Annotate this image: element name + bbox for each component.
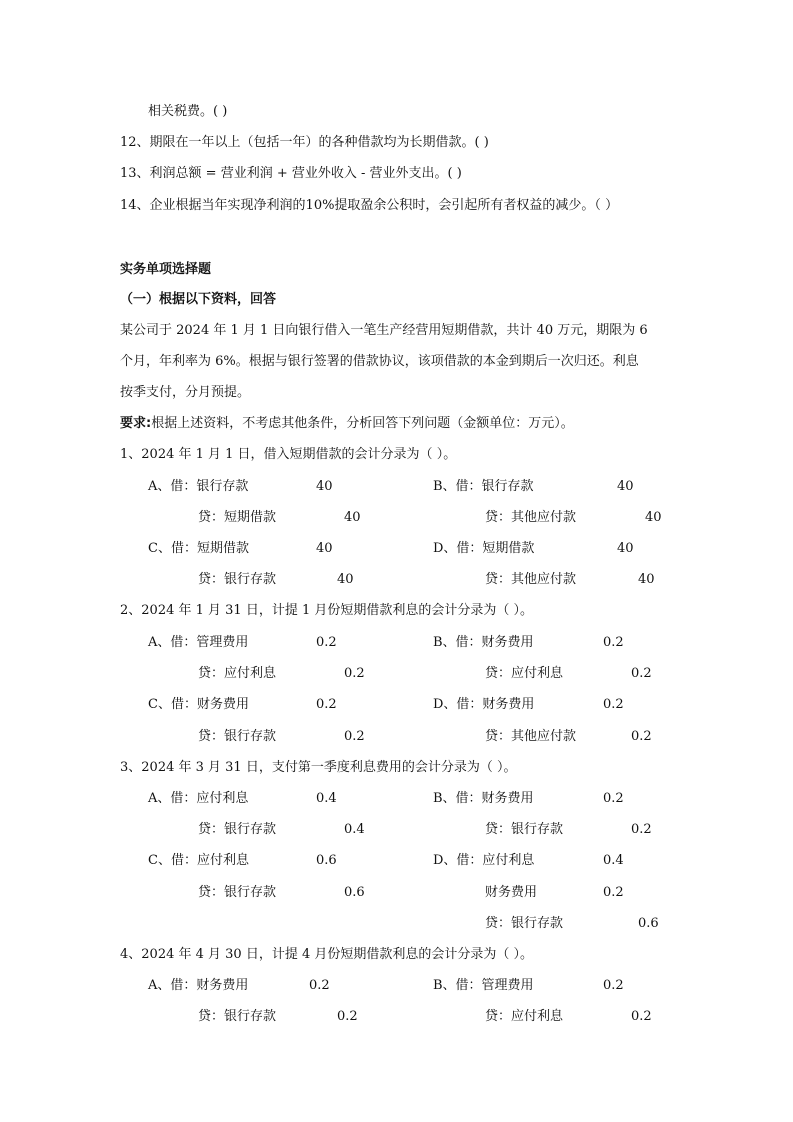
q1-option-d-debit-amount: 40: [617, 541, 634, 556]
q1-option-a-credit-amount: 40: [344, 510, 361, 525]
q2-option-c-debit-amount: 0.2: [316, 697, 337, 712]
q4-option-a-debit-amount: 0.2: [309, 978, 330, 993]
q3-option-b-debit: B、借：财务费用: [433, 791, 534, 806]
material-line-3: 按季支付，分月预提。: [120, 385, 251, 400]
requirement-text: 根据上述资料，不考虑其他条件，分析回答下列问题（金额单位：万元）。: [151, 416, 574, 431]
q3-option-d-credit: 贷：银行存款: [485, 916, 564, 931]
q1-option-b-debit-amount: 40: [617, 479, 634, 494]
q3-option-c-credit: 贷：银行存款: [198, 885, 277, 900]
q2-option-a-debit: A、借：管理费用: [148, 635, 249, 650]
material-line-2: 个月，年利率为 6%。根据与银行签署的借款协议，该项借款的本金到期后一次归还。利息: [120, 354, 639, 369]
q2-option-b-credit-amount: 0.2: [631, 666, 652, 681]
q3-option-b-credit-amount: 0.2: [631, 822, 652, 837]
subsection-title: （一）根据以下资料，回答: [120, 292, 277, 307]
q2-option-a-credit: 贷：应付利息: [198, 666, 277, 681]
q1-option-c-debit: C、借：短期借款: [148, 541, 249, 556]
question-4-stem: 4、2024 年 4 月 30 日，计提 4 月份短期借款利息的会计分录为（ ）。: [120, 947, 533, 962]
q1-option-d-credit-amount: 40: [638, 572, 655, 587]
q4-option-a-credit: 贷：银行存款: [198, 1009, 277, 1024]
question-1-stem: 1、2024 年 1 月 1 日，借入短期借款的会计分录为（ ）。: [120, 447, 457, 462]
q2-option-b-credit: 贷：应付利息: [485, 666, 564, 681]
q3-option-a-debit: A、借：应付利息: [148, 791, 249, 806]
q1-option-c-credit-amount: 40: [337, 572, 354, 587]
question-3-stem: 3、2024 年 3 月 31 日，支付第一季度利息费用的会计分录为（ ）。: [120, 760, 517, 775]
q3-option-c-debit-amount: 0.6: [316, 853, 337, 868]
q4-option-a-credit-amount: 0.2: [337, 1009, 358, 1024]
q3-option-a-credit: 贷：银行存款: [198, 822, 277, 837]
q1-option-b-credit: 贷：其他应付款: [485, 510, 577, 525]
q4-option-b-credit: 贷：应付利息: [485, 1009, 564, 1024]
q4-option-a-debit: A、借：财务费用: [148, 978, 249, 993]
q2-option-b-debit: B、借：财务费用: [433, 635, 534, 650]
q1-option-a-credit: 贷：短期借款: [198, 510, 277, 525]
q3-option-d-debit-amount: 0.4: [603, 853, 624, 868]
q2-option-d-credit-amount: 0.2: [631, 729, 652, 744]
q3-option-d-debit: D、借：应付利息: [433, 853, 535, 868]
q3-option-b-credit: 贷：银行存款: [485, 822, 564, 837]
q2-option-d-debit: D、借：财务费用: [433, 697, 535, 712]
q1-option-d-credit: 贷：其他应付款: [485, 572, 577, 587]
q2-option-d-debit-amount: 0.2: [603, 697, 624, 712]
q4-option-b-debit-amount: 0.2: [603, 978, 624, 993]
q2-option-d-credit: 贷：其他应付款: [485, 729, 577, 744]
q3-option-d-credit-amount: 0.6: [638, 916, 659, 931]
q2-option-b-debit-amount: 0.2: [603, 635, 624, 650]
q3-option-a-debit-amount: 0.4: [316, 791, 337, 806]
tf-item-12: 12、期限在一年以上（包括一年）的各种借款均为长期借款。( ): [120, 135, 489, 150]
q1-option-c-debit-amount: 40: [316, 541, 333, 556]
q1-option-a-debit-amount: 40: [316, 479, 333, 494]
section-title: 实务单项选择题: [120, 262, 212, 277]
q2-option-c-debit: C、借：财务费用: [148, 697, 249, 712]
question-2-stem: 2、2024 年 1 月 31 日，计提 1 月份短期借款利息的会计分录为（ ）。: [120, 603, 533, 618]
q3-option-d-debit-2-amount: 0.2: [603, 885, 624, 900]
q4-option-b-credit-amount: 0.2: [631, 1009, 652, 1024]
q4-option-b-debit: B、借：管理费用: [433, 978, 534, 993]
q1-option-b-debit: B、借：银行存款: [433, 479, 534, 494]
q2-option-c-credit-amount: 0.2: [344, 729, 365, 744]
q1-option-d-debit: D、借：短期借款: [433, 541, 535, 556]
q2-option-c-credit: 贷：银行存款: [198, 729, 277, 744]
q2-option-a-debit-amount: 0.2: [316, 635, 337, 650]
q3-option-b-debit-amount: 0.2: [603, 791, 624, 806]
material-line-1: 某公司于 2024 年 1 月 1 日向银行借入一笔生产经营用短期借款，共计 40 万元，期限为 6: [120, 323, 648, 338]
tf-item-11-tail: 相关税费。( ): [148, 104, 228, 119]
q1-option-a-debit: A、借：银行存款: [148, 479, 249, 494]
requirement-label: 要求:: [120, 416, 152, 431]
q3-option-d-debit-2: 财务费用: [485, 885, 538, 900]
q3-option-c-debit: C、借：应付利息: [148, 853, 249, 868]
q1-option-c-credit: 贷：银行存款: [198, 572, 277, 587]
q2-option-a-credit-amount: 0.2: [344, 666, 365, 681]
q3-option-c-credit-amount: 0.6: [344, 885, 365, 900]
q3-option-a-credit-amount: 0.4: [344, 822, 365, 837]
tf-item-14: 14、企业根据当年实现净利润的10%提取盈余公积时，会引起所有者权益的减少。（ ）: [120, 198, 619, 213]
requirement: [120, 416, 574, 432]
tf-item-13: 13、利润总额 = 营业利润 + 营业外收入 - 营业外支出。( ): [120, 166, 462, 181]
q1-option-b-credit-amount: 40: [645, 510, 662, 525]
